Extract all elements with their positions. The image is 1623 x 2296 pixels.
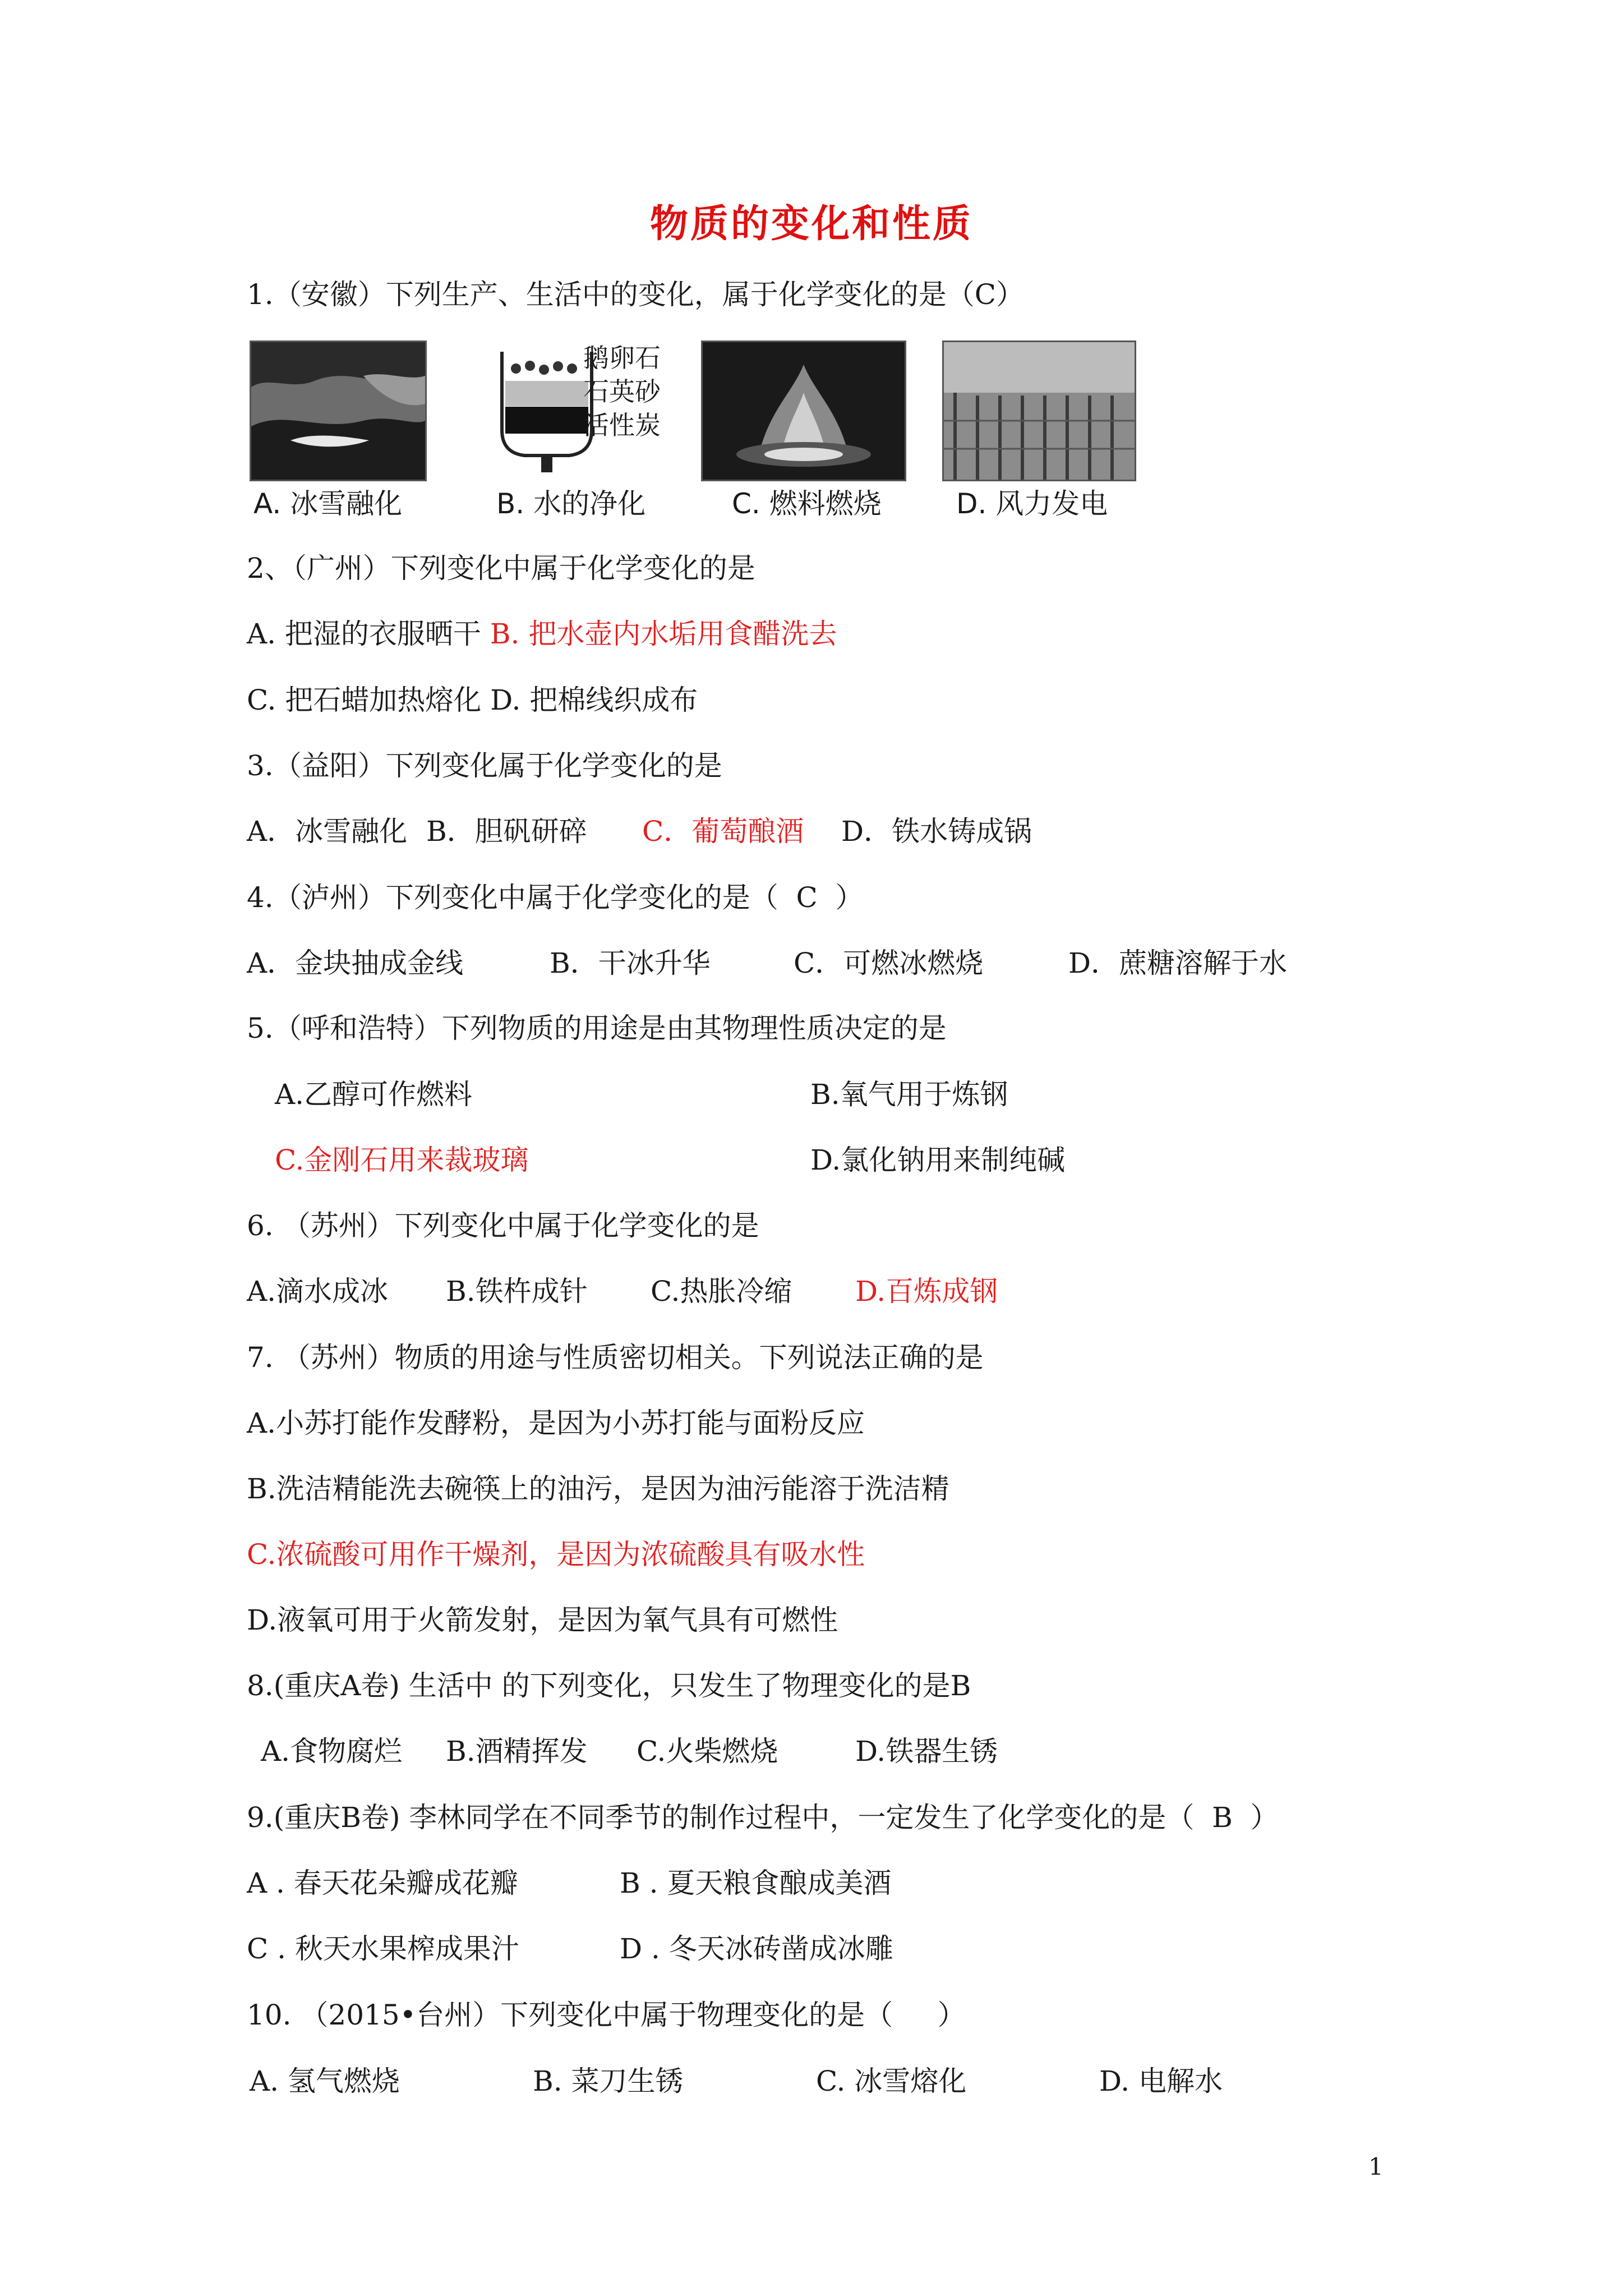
q6-option-b: B.铁杵成针	[446, 1275, 588, 1308]
question-5-stem: 5.（呼和浩特）下列物质的用途是由其物理性质决定的是	[247, 1012, 947, 1045]
q6-option-a: A.滴水成冰	[247, 1275, 389, 1308]
q4-option-d: D．蔗糖溶解于水	[1068, 947, 1288, 979]
q10-option-b: B. 菜刀生锈	[533, 2065, 684, 2097]
q8-option-d: D.铁器生锈	[855, 1735, 998, 1768]
question-8-stem: 8.(重庆A卷) 生活中 的下列变化，只发生了物理变化的是B	[247, 1669, 971, 1702]
question-2-stem: 2、（广州）下列变化中属于化学变化的是	[247, 552, 755, 585]
q1-option-c-caption: C. 燃料燃烧	[732, 487, 882, 520]
q7-option-c-answer: C.浓硫酸可用作干燥剂，是因为浓硫酸具有吸水性	[247, 1538, 865, 1571]
filter-label-pebbles: 鹅卵石	[583, 343, 661, 373]
q8-option-b: B.酒精挥发	[446, 1735, 588, 1768]
q3-option-c-answer: C．葡萄酿酒	[642, 815, 804, 848]
q5-option-c-answer: C.金刚石用来裁玻璃	[275, 1144, 529, 1176]
fuel-burning-photo	[701, 341, 906, 481]
q8-option-a: A.食物腐烂	[261, 1735, 403, 1768]
q7-option-d: D.液氧可用于火箭发射，是因为氧气具有可燃性	[247, 1604, 838, 1636]
question-1-stem: 1.（安徽）下列生产、生活中的变化，属于化学变化的是（C）	[247, 278, 1024, 311]
q8-option-c: C.火柴燃烧	[637, 1735, 778, 1768]
water-filter-diagram	[496, 341, 597, 478]
question-9-stem: 9.(重庆B卷) 李林同学在不同季节的制作过程中，一定发生了化学变化的是（ B ）	[247, 1801, 1279, 1834]
page-title: 物质的变化和性质	[649, 201, 973, 246]
wind-power-photo	[942, 341, 1136, 481]
question-3-stem: 3.（益阳）下列变化属于化学变化的是	[247, 749, 722, 782]
question-7-stem: 7. （苏州）物质的用途与性质密切相关。下列说法正确的是	[247, 1341, 984, 1374]
page-number: 1	[1368, 2153, 1384, 2180]
q9-option-d: D . 冬天冰砖凿成冰雕	[620, 1932, 893, 1965]
question-4-stem: 4.（泸州）下列变化中属于化学变化的是（ C ）	[247, 881, 864, 914]
q9-option-c: C . 秋天水果榨成果汁	[247, 1932, 519, 1965]
q6-option-d-answer: D.百炼成钢	[855, 1275, 998, 1308]
q5-option-a: A.乙醇可作燃料	[275, 1078, 473, 1111]
question-6-stem: 6. （苏州）下列变化中属于化学变化的是	[247, 1209, 759, 1242]
q9-option-a: A . 春天花朵瓣成花瓣	[247, 1867, 518, 1899]
q4-option-c: C．可燃冰燃烧	[794, 947, 984, 979]
q3-option-a: A．冰雪融化	[247, 815, 408, 848]
question-10-stem: 10. （2015•台州）下列变化中属于物理变化的是（ ）	[247, 1999, 966, 2031]
q7-option-b: B.洗洁精能洗去碗筷上的油污，是因为油污能溶于洗洁精	[247, 1473, 949, 1505]
question-2-options-row1	[247, 617, 837, 651]
q2-option-a: A. 把湿的衣服晒干	[247, 618, 490, 650]
q1-option-b-caption: B. 水的净化	[496, 487, 646, 520]
q1-option-d-caption: D. 风力发电	[956, 487, 1108, 520]
q6-option-c: C.热胀冷缩	[651, 1275, 792, 1308]
q3-option-b: B．胆矾研碎	[426, 815, 587, 848]
q5-option-b: B.氧气用于炼钢	[810, 1078, 1008, 1111]
q2-option-b-answer: B. 把水壶内水垢用食醋洗去	[490, 618, 837, 650]
q1-option-a-caption: A. 冰雪融化	[253, 487, 403, 520]
q4-option-b: B．干冰升华	[550, 947, 711, 979]
q10-option-c: C. 冰雪熔化	[816, 2065, 967, 2097]
q7-option-a: A.小苏打能作发酵粉，是因为小苏打能与面粉反应	[247, 1407, 865, 1439]
q4-option-a: A．金块抽成金线	[247, 947, 464, 979]
ice-melting-photo	[250, 341, 427, 481]
q3-option-d: D．铁水铸成锅	[841, 815, 1032, 848]
q5-option-d: D.氯化钠用来制纯碱	[810, 1144, 1066, 1176]
filter-label-quartz-sand: 石英砂	[583, 376, 661, 407]
filter-label-activated-carbon: 活性炭	[583, 410, 661, 440]
q10-option-d: D. 电解水	[1099, 2065, 1223, 2097]
q2-options-cd: C. 把石蜡加热熔化 D. 把棉线织成布	[247, 684, 698, 716]
q9-option-b: B . 夏天粮食酿成美酒	[620, 1867, 892, 1899]
q10-option-a: A. 氢气燃烧	[250, 2065, 400, 2097]
